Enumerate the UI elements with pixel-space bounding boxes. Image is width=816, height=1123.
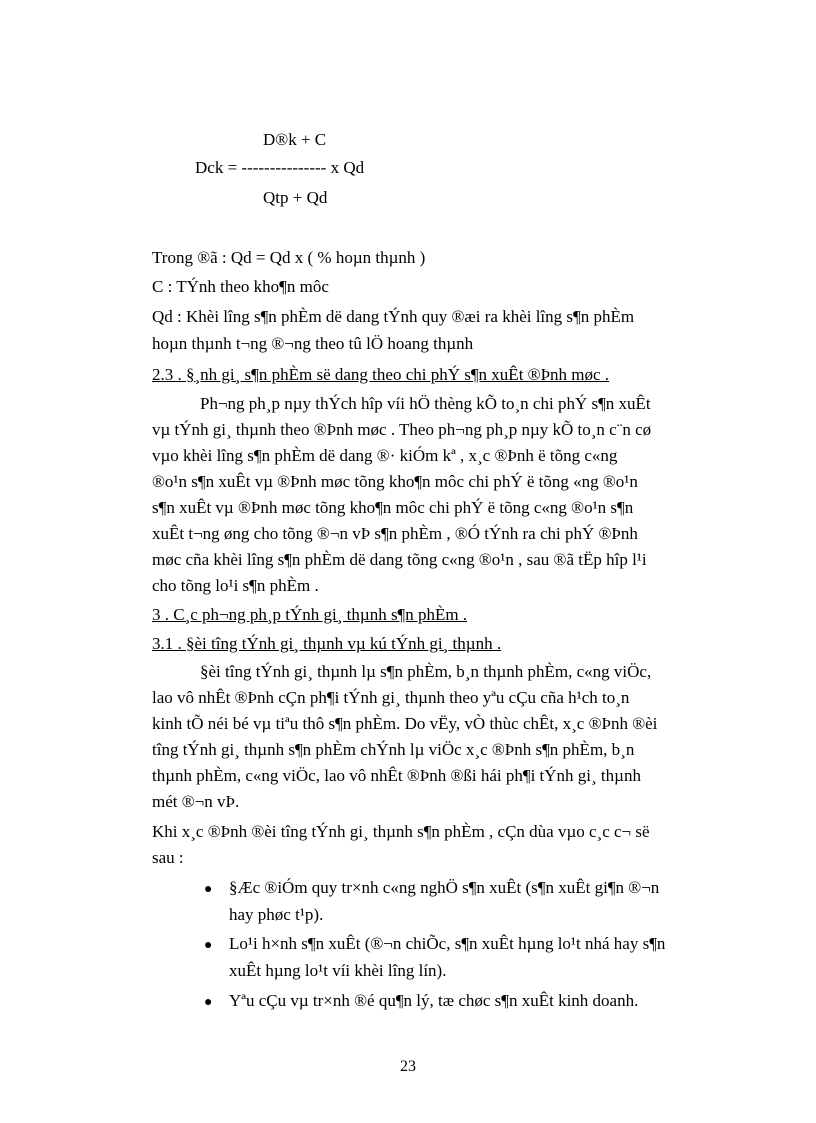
definition-qd-line1: Qd : Khèi lîng s¶n phÈm dë dang tÝnh quy ®æi ra khèi lîng s¶n phÈm: [152, 307, 635, 326]
paragraph-3-1-line2: lao vô nhÊt ®Þnh cÇn ph¶i tÝnh gi¸ thµnh theo yªu cÇu cña h¹ch to¸n: [152, 688, 630, 707]
bullet-icon: ●: [204, 995, 213, 1010]
paragraph-2-3-line7: møc cña khèi lîng s¶n phÈm dë dang tõng c«ng ®o¹n , sau ®ã tËp hîp l¹i: [152, 550, 647, 569]
paragraph-2-3-line2: vµ tÝnh gi¸ thµnh theo ®Þnh møc . Theo ph¬ng ph¸p nµy kÕ to¸n c¨n cø: [152, 420, 652, 439]
paragraph-2-3-line8: cho tõng lo¹i s¶n phÈm .: [152, 576, 319, 595]
bullet-item-1-line2: hay phøc t¹p).: [229, 905, 324, 924]
paragraph-2-3-line1: Ph¬ng ph¸p nµy thÝch hîp víi hÖ thèng kÕ to¸n chi phÝ s¶n xuÊt: [200, 394, 651, 413]
paragraph-2-3-line4: ®o¹n s¶n xuÊt vµ ®Þnh møc tõng kho¶n môc chi phÝ ë tõng «ng ®o¹n: [152, 472, 638, 491]
formula-equation: Dck = --------------- x Qd: [195, 158, 365, 177]
definition-qd-line2: hoµn thµnh t¬ng ®¬ng theo tû lÖ hoang thµnh: [152, 334, 474, 353]
bullet-icon: ●: [204, 882, 213, 897]
bullet-item-2-line2: xuÊt hµng lo¹t víi khèi lîng lín).: [229, 961, 447, 980]
paragraph-2-3-line6: xuÊt t¬ng øng cho tõng ®¬n vÞ s¶n phÈm , ®Ó tÝnh ra chi phÝ ®Þnh: [152, 524, 638, 543]
bullet-icon: ●: [204, 938, 213, 953]
page-number: 23: [400, 1058, 416, 1075]
paragraph-2-3-line3: vµo khèi lîng s¶n phÈm dë dang ®· kiÓm kª , x¸c ®Þnh ë tõng c«ng: [152, 446, 618, 465]
paragraph-khi-line2: sau :: [152, 848, 184, 867]
bullet-item-3: Yªu cÇu vµ tr×nh ®é qu¶n lý, tæ chøc s¶n xuÊt kinh doanh.: [229, 991, 639, 1010]
definition-trong: Trong ®ã : Qd = Qd x ( % hoµn thµnh ): [152, 248, 426, 267]
heading-3-1: 3.1 . §èi tîng tÝnh gi¸ thµnh vµ kú tÝnh gi¸ thµnh .: [152, 634, 502, 653]
paragraph-3-1-line3: kinh tÕ néi bé vµ tiªu thô s¶n phÈm. Do vËy, vÒ thùc chÊt, x¸c ®Þnh ®èi: [152, 714, 658, 733]
bullet-item-2-line1: Lo¹i h×nh s¶n xuÊt (®¬n chiÕc, s¶n xuÊt hµng lo¹t nhá hay s¶n: [229, 934, 666, 953]
formula-denominator: Qtp + Qd: [263, 188, 328, 207]
heading-3: 3 . C¸c ph¬ng ph¸p tÝnh gi¸ thµnh s¶n phÈm .: [152, 605, 468, 624]
paragraph-2-3-line5: s¶n xuÊt vµ ®Þnh møc tõng kho¶n môc chi phÝ ë tõng c«ng ®o¹n s¶n: [152, 498, 634, 517]
paragraph-3-1-line5: thµnh phÈm, c«ng viÖc, lao vô nhÊt ®Þnh ®ßi hái ph¶i tÝnh gi¸ thµnh: [152, 766, 641, 785]
paragraph-khi-line1: Khi x¸c ®Þnh ®èi tîng tÝnh gi¸ thµnh s¶n phÈm , cÇn dùa vµo c¸c c¬ së: [152, 822, 650, 841]
paragraph-3-1-line4: tîng tÝnh gi¸ thµnh s¶n phÈm chÝnh lµ viÖc x¸c ®Þnh s¶n phÈm, b¸n: [152, 740, 635, 759]
heading-2-3: 2.3 . §¸nh gi¸ s¶n phÈm së dang theo chi phÝ s¶n xuÊt ®Þnh møc .: [152, 365, 610, 384]
paragraph-3-1-line6: mét ®¬n vÞ.: [152, 792, 240, 811]
definition-c: C : TÝnh theo kho¶n môc: [152, 277, 329, 296]
formula-numerator: D®k + C: [263, 130, 327, 149]
bullet-item-1-line1: §Æc ®iÓm quy tr×nh c«ng nghÖ s¶n xuÊt (s¶n xuÊt gi¶n ®¬n: [229, 878, 660, 897]
paragraph-3-1-line1: §èi tîng tÝnh gi¸ thµnh lµ s¶n phÈm, b¸n thµnh phÈm, c«ng viÖc,: [200, 662, 652, 681]
